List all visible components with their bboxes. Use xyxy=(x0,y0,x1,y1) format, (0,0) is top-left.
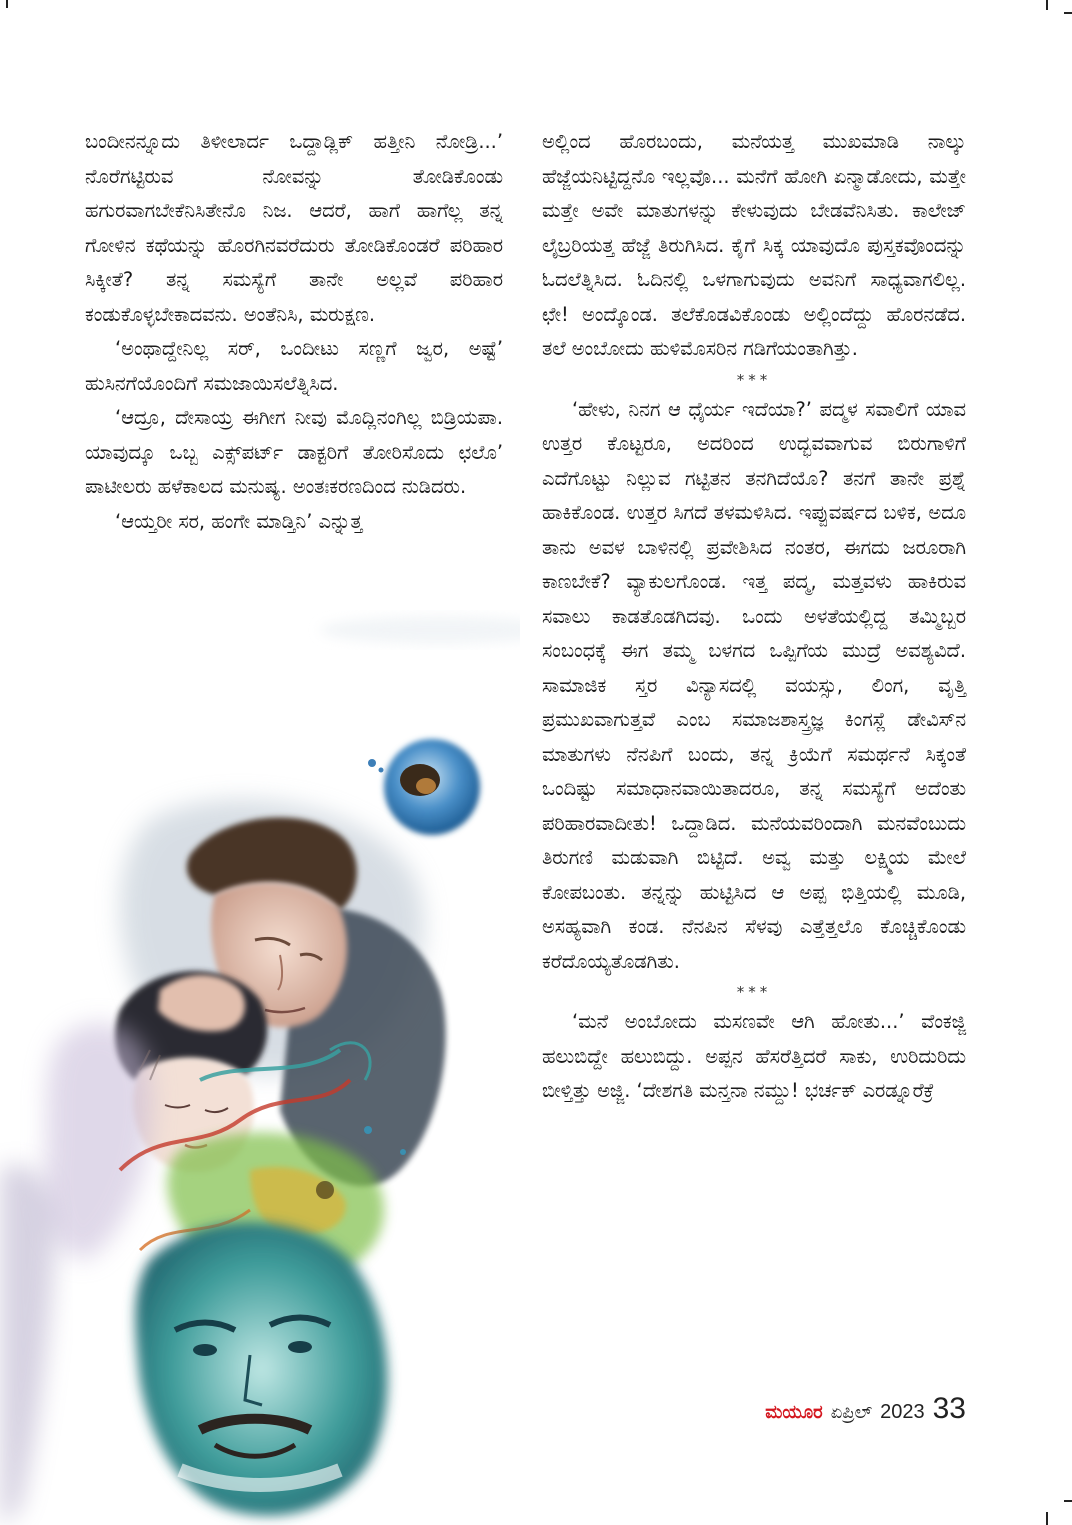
issue-month: ಏಪ್ರಿಲ್ xyxy=(830,1402,873,1423)
crop-mark-top-right xyxy=(1046,0,1048,10)
article-paragraph: ಅಲ್ಲಿಂದ ಹೊರಬಂದು, ಮನೆಯತ್ತ ಮುಖಮಾಡಿ ನಾಲ್ಕು ಹೆಜ್ಜೆಯನಿಟ್ಟಿದ್ದನೊ ಇಲ್ಲವೊ... ಮನೆಗೆ ಹೋಗಿ ಏನ್ಮಾಡೋದು, ಮತ್ತೇ ಮತ್ತೇ ಅವೇ ಮಾತುಗಳನ್ನು ಕೇಳುವುದು ಬೇಡವೆನಿಸಿತು. ಕಾಲೇಜ್ ಲೈಬ್ರರಿಯತ್ತ ಹೆಜ್ಜೆ ತಿರುಗಿಸಿದ. ಕೈಗೆ ಸಿಕ್ಕ ಯಾವುದೊ ಪುಸ್ತಕವೊಂದನ್ನು ಓದಲೆತ್ನಿಸಿದ. ಓದಿನಲ್ಲಿ ಒಳಗಾಗುವುದು ಅವನಿಗೆ ಸಾಧ್ಯವಾಗಲಿಲ್ಲ. ಛೇ! ಅಂದ್ಕೊಂಡ. ತಲೆಕೊಡವಿಕೊಂಡು ಅಲ್ಲಿಂದೆದ್ದು ಹೊರನಡೆದ. ತಲೆ ಅಂಬೋದು ಹುಳಿಮೊಸರಿನ ಗಡಿಗೆಯಂತಾಗಿತ್ತು. xyxy=(542,130,966,360)
article-paragraph: ‘ಆದ್ರೂ, ದೇಸಾಯ್ರ ಈಗೀಗ ನೀವು ಮೊದ್ಲಿನಂಗಿಲ್ಲ ಬಿಡ್ರಿಯಪಾ. ಯಾವುದ್ಕೂ ಒಬ್ಬ ಎಕ್ಸ್‌ಪರ್ಟ್ ಡಾಕ್ಟರಿಗೆ ತೋರಿಸೊದು ಛಲೊ’ ಪಾಟೀಲರು ಹಳೆಕಾಲದ ಮನುಷ್ಯ. ಅಂತಃಕರಣದಿಂದ ನುಡಿದರು. xyxy=(85,406,503,498)
article-column-right xyxy=(542,125,966,1109)
article-paragraph: ‘ಅಂಥಾದ್ದೇನಿಲ್ಲ ಸರ್, ಒಂದೀಟು ಸಣ್ಣಗೆ ಜ್ವರ, ಅಷ್ಟೆ’ ಹುಸಿನಗೆಯೊಂದಿಗೆ ಸಮಜಾಯಿಸಲೆತ್ನಿಸಿದ. xyxy=(85,337,503,395)
magazine-logo: ಮಯೂರ xyxy=(765,1402,823,1423)
article-paragraph: ‘ಮನೆ ಅಂಬೋದು ಮಸಣವೇ ಆಗಿ ಹೋತು...’ ವೆಂಕಜ್ಜಿ ಹಲುಬಿದ್ದೇ ಹಲುಬಿದ್ದು. ಅಪ್ಪನ ಹೆಸರೆತ್ತಿದರೆ ಸಾಕು, ಉರಿದುರಿದು ಬೀಳ್ತಿತ್ತು ಅಜ್ಜಿ. ‘ದೇಶಗತಿ ಮನ್ತನಾ ನಮ್ದು! ಭರ್ಚಕ್ ಎರಡ್ನೂರೆಕ್ರೆ xyxy=(542,1010,966,1102)
blue-orb-icon xyxy=(368,739,480,835)
issue-year: 2023 xyxy=(880,1401,925,1423)
page-number: 33 xyxy=(932,1392,966,1425)
page-footer xyxy=(700,1392,966,1432)
article-paragraph: ‘ಆಯ್ತರೀ ಸರ, ಹಂಗೇ ಮಾಡ್ತಿನಿ’ ಎನ್ನುತ್ತ xyxy=(115,509,363,533)
crop-mark-right-upper xyxy=(1064,12,1072,14)
story-illustration xyxy=(0,610,520,1525)
crop-mark-bottom-right xyxy=(1046,1512,1048,1525)
crop-mark-top-left xyxy=(6,0,8,8)
article-paragraph: ಬಂದೀನನ್ನೂದು ತಿಳೀಲಾರ್ದ ಒದ್ದಾಡ್ಲಿಕ್ ಹತ್ತೀನಿ ನೋಡ್ರಿ...’ ನೊರೆಗಟ್ಟಿರುವ ನೋವನ್ನು ತೋಡಿಕೊಂಡು ಹಗುರವಾಗಬೇಕೆನಿಸಿತೇನೊ ನಿಜ. ಆದರೆ, ಹಾಗೆ ಹಾಗೆಲ್ಲ ತನ್ನ ಗೋಳಿನ ಕಥೆಯನ್ನು ಹೊರಗಿನವರೆದುರು ತೋಡಿಕೊಂಡರೆ ಪರಿಹಾರ ಸಿಕ್ಕೀತೆ? ತನ್ನ ಸಮಸ್ಯೆಗೆ ತಾನೇ ಅಲ್ಲವೆ ಪರಿಹಾರ ಕಂಡುಕೊಳ್ಳಬೇಕಾದವನು. ಅಂತೆನಿಸಿ, ಮರುಕ್ಷಣ. xyxy=(85,130,503,326)
teal-face-wash xyxy=(136,1223,388,1516)
article-column-left xyxy=(85,125,503,539)
section-separator: *** xyxy=(736,983,772,1001)
article-paragraph: ‘ಹೇಳು, ನಿನಗ ಆ ಧೈರ್ಯ ಇದೆಯಾ?’ ಪದ್ಮಳ ಸವಾಲಿಗೆ ಯಾವ ಉತ್ತರ ಕೊಟ್ಟರೂ, ಅದರಿಂದ ಉದ್ಭವವಾಗುವ ಬಿರುಗಾಳಿಗೆ ಎದೆಗೊಟ್ಟು ನಿಲ್ಲುವ ಗಟ್ಟಿತನ ತನಗಿದೆಯೊ? ತನಗೆ ತಾನೇ ಪ್ರಶ್ನೆ ಹಾಕಿಕೊಂಡ. ಉತ್ತರ ಸಿಗದೆ ತಳಮಳಿಸಿದ. ಇಪ್ಪುವರ್ಷದ ಬಳಿಕ, ಅದೂ ತಾನು ಅವಳ ಬಾಳಿನಲ್ಲಿ ಪ್ರವೇಶಿಸಿದ ನಂತರ, ಈಗದು ಜರೂರಾಗಿ ಕಾಣಬೇಕೆ? ವ್ಯಾಕುಲಗೊಂಡ. ಇತ್ತ ಪದ್ಮ, ಮತ್ತವಳು ಹಾಕಿರುವ ಸವಾಲು ಕಾಡತೊಡಗಿದವು. ಒಂದು ಅಳತೆಯಲ್ಲಿದ್ದ ತಮ್ಮಿಬ್ಬರ ಸಂಬಂಧಕ್ಕೆ ಈಗ ತಮ್ಮ ಬಳಗದ ಒಪ್ಪಿಗೆಯ ಮುದ್ರೆ ಅವಶ್ಯವಿದೆ. ಸಾಮಾಜಿಕ ಸ್ತರ ವಿನ್ಯಾಸದಲ್ಲಿ ವಯಸ್ಸು, ಲಿಂಗ, ವೃತ್ತಿ ಪ್ರಮುಖವಾಗುತ್ತವೆ ಎಂಬ ಸಮಾಜಶಾಸ್ತ್ರಜ್ಞ ಕಿಂಗಸ್ಲೆ ಡೇವಿಸ್‌ನ ಮಾತುಗಳು ನೆನಪಿಗೆ ಬಂದು, ತನ್ನ ಕ್ರಿಯೆಗೆ ಸಮರ್ಥನೆ ಸಿಕ್ಕಂತೆ ಒಂದಿಷ್ಟು ಸಮಾಧಾನವಾಯಿತಾದರೂ, ತನ್ನ ಸಮಸ್ಯೆಗೆ ಅದೆಂತು ಪರಿಹಾರವಾದೀತು! ಒದ್ದಾಡಿದ. ಮನೆಯವರಿಂದಾಗಿ ಮನವೆಂಬುದು ತಿರುಗಣಿ ಮಡುವಾಗಿ ಬಿಟ್ಟಿದೆ. ಅವ್ವ ಮತ್ತು ಲಕ್ಷ್ಮಿಯ ಮೇಲೆ ಕೋಪಬಂತು. ತನ್ನನ್ನು ಹುಟ್ಟಿಸಿದ ಆ ಅಪ್ಪ ಭಿತ್ತಿಯಲ್ಲಿ ಮೂಡಿ, ಅಸಹ್ಯವಾಗಿ ಕಂಡ. ನೆನಪಿನ ಸೆಳವು ಎತ್ತೆತ್ತಲೊ ಕೊಚ್ಚಿಕೊಂಡು ಕರೆದೊಯ್ಯತೊಡಗಿತು. xyxy=(542,397,966,973)
crop-mark-right-lower xyxy=(1064,1500,1072,1502)
section-separator: *** xyxy=(736,370,772,389)
